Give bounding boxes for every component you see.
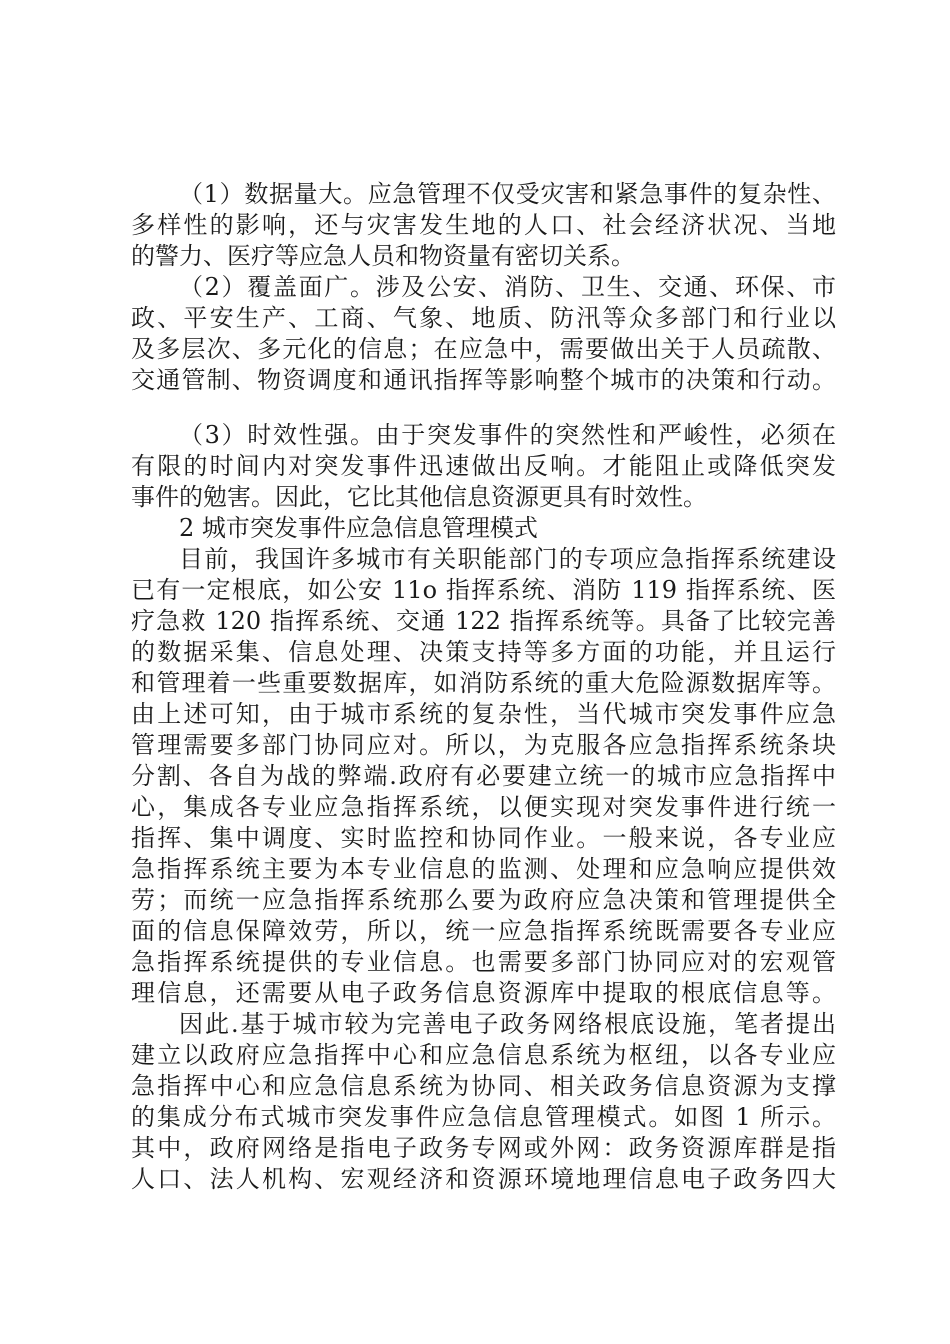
paragraph-3-line-2: 有限的时间内对突发事件迅速做出反响。才能阻止或降低突发 <box>131 452 836 480</box>
paragraph-4-line-6: 由上述可知，由于城市系统的复杂性，当代城市突发事件应急 <box>131 700 836 728</box>
paragraph-4-line-13: 面的信息保障效劳，所以，统一应急指挥系统既需要各专业应 <box>131 917 836 945</box>
paragraph-4-line-8: 分割、各自为战的弊端.政府有必要建立统一的城市应急指挥中 <box>131 762 836 790</box>
paragraph-3-line-1: （3）时效性强。由于突发事件的突然性和严峻性，必须在 <box>179 421 836 449</box>
paragraph-4-line-1: 目前，我国许多城市有关职能部门的专项应急指挥系统建设 <box>179 545 836 573</box>
paragraph-5-line-2: 建立以政府应急指挥中心和应急信息系统为枢纽，以各专业应 <box>131 1041 836 1069</box>
section-heading: 2 城市突发事件应急信息管理模式 <box>179 514 538 542</box>
paragraph-4-line-4: 的数据采集、信息处理、决策支持等多方面的功能，并且运行 <box>131 638 836 666</box>
paragraph-2-line-4: 交通管制、物资调度和通讯指挥等影响整个城市的决策和行动。 <box>131 366 836 394</box>
paragraph-4-line-5: 和管理着一些重要数据库，如消防系统的重大危险源数据库等。 <box>131 669 836 697</box>
paragraph-3-line-3: 事件的勉害。因此，它比其他信息资源更具有时效性。 <box>131 483 707 511</box>
paragraph-4-line-15: 理信息，还需要从电子政务信息资源库中提取的根底信息等。 <box>131 979 836 1007</box>
paragraph-4-line-10: 指挥、集中调度、实时监控和协同作业。一般来说，各专业应 <box>131 824 836 852</box>
paragraph-5-line-1: 因此.基于城市较为完善电子政务网络根底设施，笔者提出 <box>179 1010 836 1038</box>
paragraph-4-line-9: 心，集成各专业应急指挥系统，以便实现对突发事件进行统一 <box>131 793 836 821</box>
paragraph-2-line-3: 及多层次、多元化的信息；在应急中，需要做出关于人员疏散、 <box>131 335 836 363</box>
paragraph-1-line-1: （1）数据量大。应急管理不仅受灾害和紧急事件的复杂性、 <box>179 180 836 208</box>
paragraph-4-line-2: 已有一定根底，如公安 11o 指挥系统、消防 119 指挥系统、医 <box>131 576 836 604</box>
paragraph-5-line-4: 的集成分布式城市突发事件应急信息管理模式。如图 1 所示。 <box>131 1103 836 1131</box>
paragraph-4-line-14: 急指挥系统提供的专业信息。也需要多部门协同应对的宏观管 <box>131 948 836 976</box>
paragraph-4-line-11: 急指挥系统主要为本专业信息的监测、处理和应急响应提供效 <box>131 855 836 883</box>
paragraph-2-line-1: （2）覆盖面广。涉及公安、消防、卫生、交通、环保、市 <box>179 273 836 301</box>
paragraph-5-line-5: 其中，政府网络是指电子政务专网或外网：政务资源库群是指 <box>131 1134 836 1162</box>
paragraph-1-line-3: 的警力、医疗等应急人员和物资量有密切关系。 <box>131 242 635 270</box>
paragraph-5-line-3: 急指挥中心和应急信息系统为协同、相关政务信息资源为支撑 <box>131 1072 836 1100</box>
paragraph-4-line-12: 劳；而统一应急指挥系统那么要为政府应急决策和管理提供全 <box>131 886 836 914</box>
paragraph-1-line-2: 多样性的影响，还与灾害发生地的人口、社会经济状况、当地 <box>131 211 836 239</box>
paragraph-4-line-7: 管理需要多部门协同应对。所以，为克服各应急指挥系统条块 <box>131 731 836 759</box>
paragraph-2-line-2: 政、平安生产、工商、气象、地质、防汛等众多部门和行业以 <box>131 304 836 332</box>
paragraph-4-line-3: 疗急救 120 指挥系统、交通 122 指挥系统等。具备了比较完善 <box>131 607 836 635</box>
paragraph-5-line-6: 人口、法人机构、宏观经济和资源环境地理信息电子政务四大 <box>131 1165 836 1193</box>
